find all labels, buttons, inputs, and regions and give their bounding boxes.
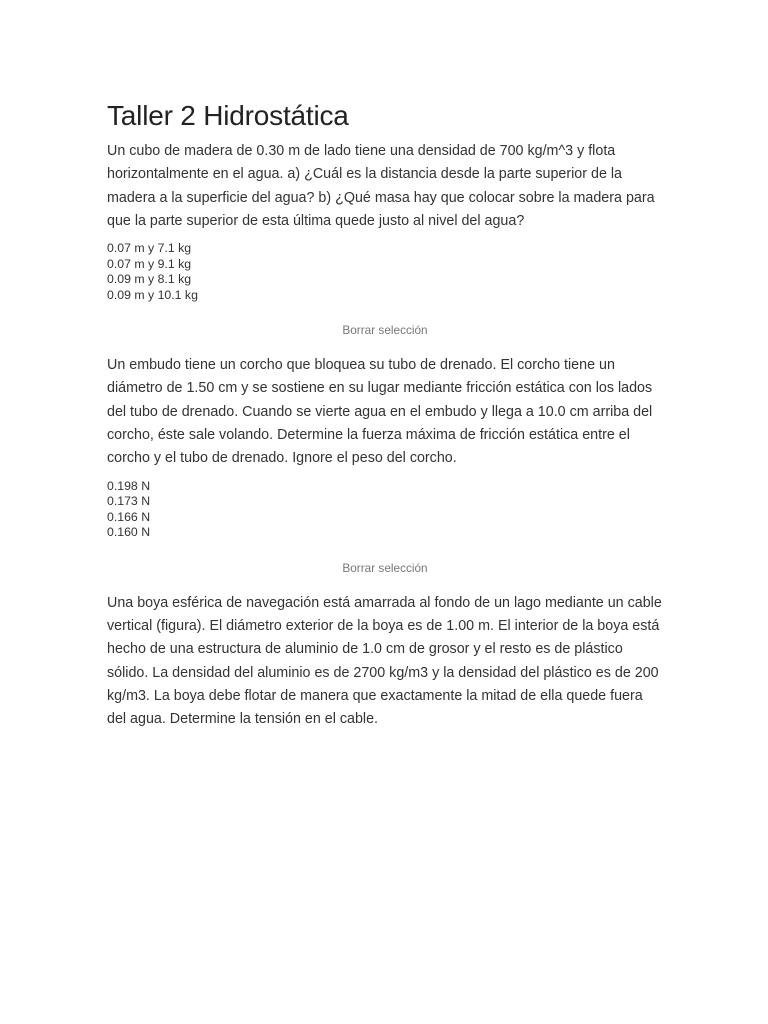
question-2-options xyxy=(107,479,663,541)
question-2-option-d[interactable]: 0.160 N xyxy=(107,525,151,540)
document-page xyxy=(107,96,663,731)
question-1-option-b[interactable]: 0.07 m y 9.1 kg xyxy=(107,256,192,271)
question-1-options xyxy=(107,241,663,303)
question-1-clear-selection-link[interactable]: Borrar selección xyxy=(342,323,428,338)
question-1-option-c[interactable]: 0.09 m y 8.1 kg xyxy=(107,272,192,287)
page-title: Taller 2 Hidrostática xyxy=(107,100,349,131)
question-3-text: Una boya esférica de navegación está amarrada al fondo de un lago mediante un cable vertical (figura). El diámetro exterior de la boya es de 1.00 m. El interior de la boya está hecho de una estructura de aluminio de 1.0 cm de grosor y el resto es de plástico sólido. La densidad del aluminio es de 2700 kg/m3 y la densidad del plástico es de 200 kg/m3. La boya debe flotar de manera que exactamente la mitad de ella quede fuera del agua. Determine la tensión en el cable. xyxy=(107,594,662,728)
question-2-option-c[interactable]: 0.166 N xyxy=(107,509,151,524)
question-2-option-a[interactable]: 0.198 N xyxy=(107,478,151,493)
question-2-text: Un embudo tiene un corcho que bloquea su tubo de drenado. El corcho tiene un diámetro de 1.50 cm y se sostiene en su lugar mediante fricción estática con los lados del tubo de drenado. Cuando se vierte agua en el embudo y llega a 10.0 cm arriba del corcho, éste sale volando. Determine la fuerza máxima de fricción estática entre el corcho y el tubo de drenado. Ignore el peso del corcho. xyxy=(107,357,653,467)
question-1-option-a[interactable]: 0.07 m y 7.1 kg xyxy=(107,241,192,256)
question-1-option-d[interactable]: 0.09 m y 10.1 kg xyxy=(107,287,198,302)
question-2-clear-selection-link[interactable]: Borrar selección xyxy=(342,560,428,575)
question-1-text: Un cubo de madera de 0.30 m de lado tiene una densidad de 700 kg/m^3 y flota horizontalmente en el agua. a) ¿Cuál es la distancia desde la parte superior de la madera a la superficie del agua? b) ¿Qué masa hay que colocar sobre la madera para que la parte superior de esta última quede justo al nivel del agua? xyxy=(107,143,655,229)
question-2-option-b[interactable]: 0.173 N xyxy=(107,494,151,509)
